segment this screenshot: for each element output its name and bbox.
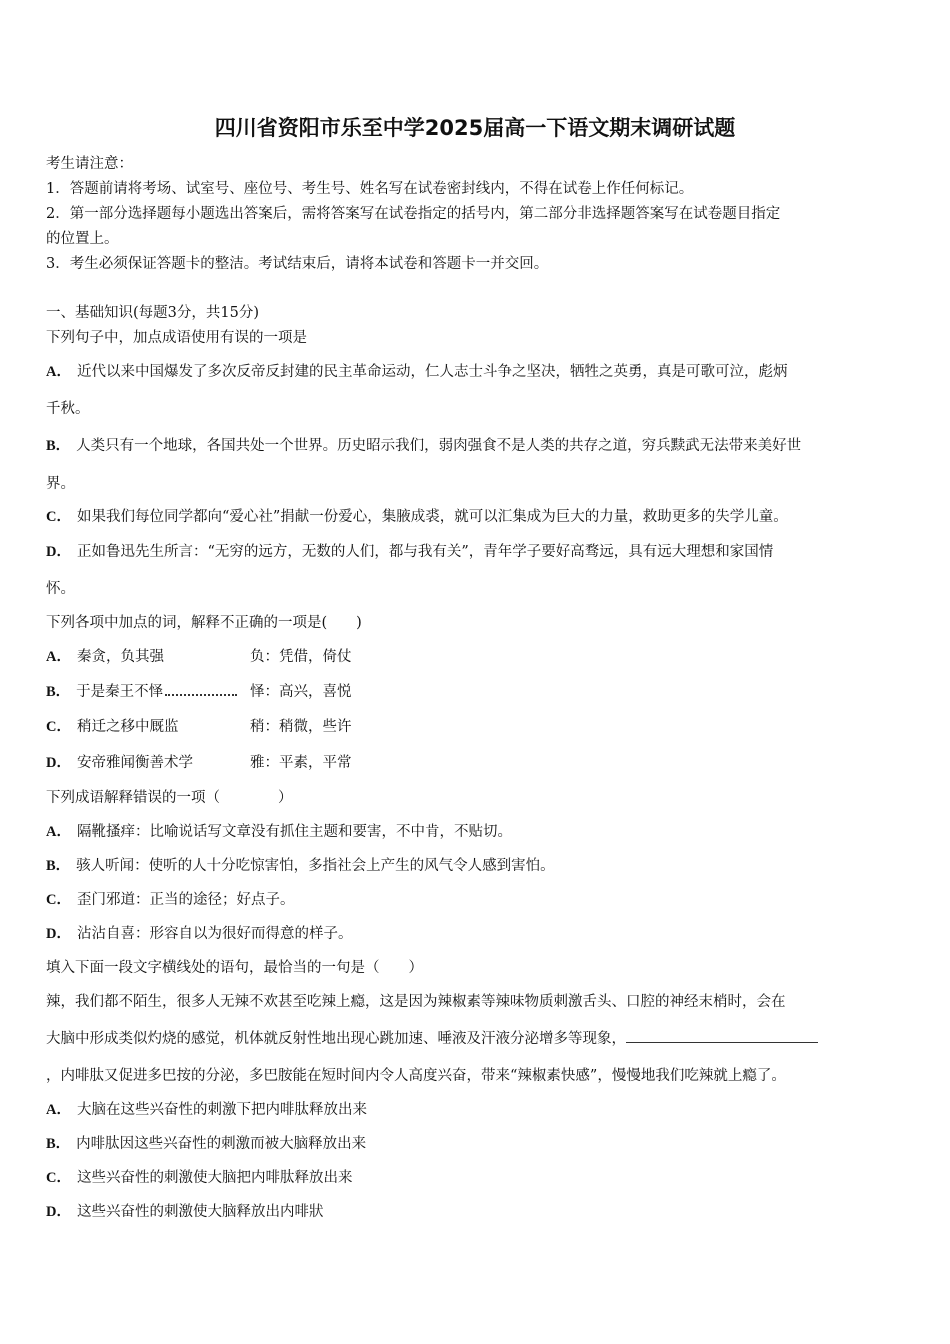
option-gloss: 稍：稍微，些许 [250, 719, 352, 735]
option-label: D． [46, 755, 71, 771]
option-text: 如果我们每位同学都向“爱心社”捐献一份爱心，集腋成裘，就可以汇集成为巨大的力量，救助更多的失学儿童。 [76, 509, 788, 525]
option-text: 歪门邪道：正当的途径；好点子。 [76, 892, 295, 908]
q3-option-d [46, 922, 352, 943]
notice-item-1: 1．答题前请将考场、试室号、座位号、考生号、姓名写在试卷密封线内，不得在试卷上作任何标记。 [46, 181, 694, 197]
option-text: 骇人听闻：使听的人十分吃惊害怕，多指社会上产生的风气令人感到害怕。 [76, 858, 555, 874]
q1-option-d-cont: 怀。 [46, 581, 75, 597]
q4-stem: 填入下面一段文字横线处的语句，最恰当的一句是（ ） [46, 960, 423, 976]
notice-item-2: 2．第一部分选择题每小题选出答案后，需将答案写在试卷指定的括号内，第二部分非选择题答案写在试卷题目指定 [46, 206, 781, 222]
q2-option-a [46, 645, 446, 666]
q4-option-b [46, 1132, 366, 1153]
q1-option-c [46, 505, 788, 526]
q2-option-b [46, 680, 446, 701]
option-label: B． [46, 1136, 71, 1152]
option-gloss: 雅：平素，平常 [250, 755, 352, 771]
q2-stem: 下列各项中加点的词，解释不正确的一项是( ) [46, 615, 362, 631]
answer-blank [626, 1030, 818, 1043]
option-label: A． [46, 824, 71, 840]
option-label: C． [46, 509, 71, 525]
option-text: 大脑在这些兴奋性的刺激下把内啡肽释放出来 [76, 1102, 367, 1118]
option-label: C． [46, 1170, 71, 1186]
passage-text: 大脑中形成类似灼烧的感觉，机体就反射性地出现心跳加速、唾液及汗液分泌增多等现象， [46, 1031, 626, 1047]
option-text: 这些兴奋性的刺激使大脑把内啡肽释放出来 [76, 1170, 353, 1186]
q4-passage-line-3: ，内啡肽又促进多巴按的分泌，多巴胺能在短时间内令人高度兴奋，带来“辣椒素快感”，慢慢地我们吃辣就上瘾了。 [46, 1068, 786, 1084]
q1-option-b-cont: 界。 [46, 476, 75, 492]
option-text: 隔靴搔痒：比喻说话写文章没有抓住主题和要害，不中肯，不贴切。 [76, 824, 512, 840]
q4-option-c [46, 1166, 352, 1187]
option-gloss: 负：凭借，倚仗 [250, 649, 352, 665]
option-text: 近代以来中国爆发了多次反帝反封建的民主革命运动，仁人志士斗争之坚决，牺牲之英勇，真是可歌可泣，彪炳 [76, 364, 788, 380]
option-label: B． [46, 438, 71, 454]
option-label: D． [46, 926, 71, 942]
notice-item-3: 3．考生必须保证答题卡的整洁。考试结束后，请将本试卷和答题卡一并交回。 [46, 256, 549, 272]
option-text: 人类只有一个地球，各国共处一个世界。历史昭示我们，弱肉强食不是人类的共存之道，穷兵黩武无法带来美好世 [76, 438, 802, 454]
option-label: A． [46, 364, 71, 380]
option-label: A． [46, 1102, 71, 1118]
q4-option-d [46, 1200, 323, 1221]
q2-option-d [46, 751, 446, 772]
q1-option-b [46, 434, 801, 455]
notice-heading: 考生请注意： [46, 156, 133, 172]
section-heading: 一、基础知识(每题3分，共15分) [46, 305, 259, 321]
notice-item-2-cont: 的位置上。 [46, 231, 119, 247]
option-label: D． [46, 544, 71, 560]
q3-option-c [46, 888, 294, 909]
option-label: C． [46, 892, 71, 908]
option-text: 这些兴奋性的刺激使大脑释放出内啡狀 [76, 1204, 324, 1220]
option-text: 正如鲁迅先生所言：“无穷的远方，无数的人们，都与我有关”，青年学子要好高骛远，具有远大理想和家国情 [76, 544, 774, 560]
option-text: 秦贪，负其强 [76, 649, 164, 665]
page-title: 四川省资阳市乐至中学2025届高一下语文期末调研试题 [214, 116, 736, 140]
option-text: 沾沾自喜：形容自以为很好而得意的样子。 [76, 926, 353, 942]
option-label: A． [46, 649, 71, 665]
q1-option-d [46, 540, 773, 561]
option-text: 安帝雅闻衡善术学 [76, 755, 193, 771]
q3-option-b [46, 854, 555, 875]
q2-option-c [46, 715, 446, 736]
option-gloss: 怿：高兴，喜悦 [250, 684, 352, 700]
option-text: 稍迁之移中厩监 [76, 719, 179, 735]
option-label: D． [46, 1204, 71, 1220]
q1-stem: 下列句子中，加点成语使用有误的一项是 [46, 330, 307, 346]
dotted-leader [165, 684, 237, 696]
option-text: 内啡肽因这些兴奋性的刺激而被大脑释放出来 [76, 1136, 367, 1152]
q3-option-a [46, 820, 512, 841]
q1-option-a-cont: 千秋。 [46, 401, 90, 417]
option-label: B． [46, 858, 71, 874]
q4-option-a [46, 1098, 367, 1119]
q4-passage-line-2 [46, 1027, 818, 1048]
q3-stem: 下列成语解释错误的一项（ ） [46, 790, 293, 806]
option-label: C． [46, 719, 71, 735]
q4-passage-line-1: 辣，我们都不陌生，很多人无辣不欢甚至吃辣上瘾，这是因为辣椒素等辣味物质刺激舌头、口腔的神经末梢时，会在 [46, 994, 786, 1010]
option-label: B． [46, 684, 71, 700]
option-text: 于是秦王不怿 [76, 684, 164, 700]
q1-option-a [46, 360, 787, 381]
